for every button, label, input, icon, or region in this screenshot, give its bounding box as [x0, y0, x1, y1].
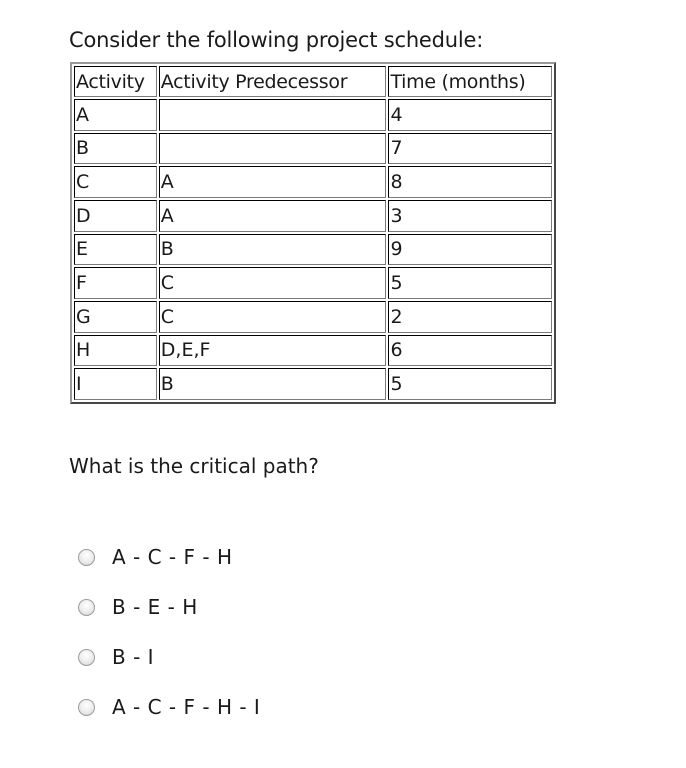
radio-button[interactable] — [78, 599, 95, 616]
predecessor-cell: B — [159, 368, 387, 400]
activity-cell: H — [74, 335, 157, 367]
radio-button[interactable] — [78, 699, 95, 716]
predecessor-cell — [159, 133, 387, 165]
answer-option-label[interactable]: B - E - H — [112, 595, 198, 619]
table-header-row — [74, 66, 552, 97]
time-cell: 8 — [388, 166, 552, 198]
answer-option-label[interactable]: A - C - F - H - I — [112, 695, 261, 719]
answer-option[interactable] — [78, 582, 260, 632]
table-row — [74, 133, 552, 165]
header-activity: Activity — [74, 66, 157, 97]
table-row — [74, 267, 552, 299]
table-row — [74, 166, 552, 198]
answer-option[interactable] — [78, 682, 260, 732]
answer-option-label[interactable]: A - C - F - H — [112, 545, 233, 569]
predecessor-cell: B — [159, 234, 387, 266]
radio-button[interactable] — [78, 549, 95, 566]
answer-option[interactable] — [78, 632, 260, 682]
activity-cell: F — [74, 267, 157, 299]
predecessor-cell: C — [159, 267, 387, 299]
activity-cell: B — [74, 133, 157, 165]
activity-cell: E — [74, 234, 157, 266]
question-text: What is the critical path? — [69, 454, 319, 478]
table-row — [74, 368, 552, 400]
answer-option-label[interactable]: B - I — [112, 645, 155, 669]
table-row — [74, 234, 552, 266]
activity-cell: G — [74, 301, 157, 333]
activity-cell: A — [74, 99, 157, 131]
table-row — [74, 99, 552, 131]
header-activity-predecessor: Activity Predecessor — [159, 66, 387, 97]
predecessor-cell: A — [159, 200, 387, 232]
time-cell: 9 — [388, 234, 552, 266]
header-time-months: Time (months) — [388, 66, 552, 97]
predecessor-cell — [159, 99, 387, 131]
table-row — [74, 200, 552, 232]
time-cell: 3 — [388, 200, 552, 232]
intro-text: Consider the following project schedule: — [69, 28, 484, 52]
time-cell: 5 — [388, 368, 552, 400]
predecessor-cell: C — [159, 301, 387, 333]
project-schedule-table — [70, 62, 556, 404]
answer-options — [78, 532, 260, 732]
time-cell: 2 — [388, 301, 552, 333]
activity-cell: C — [74, 166, 157, 198]
predecessor-cell: A — [159, 166, 387, 198]
answer-option[interactable] — [78, 532, 260, 582]
table-row — [74, 301, 552, 333]
time-cell: 5 — [388, 267, 552, 299]
table-row — [74, 335, 552, 367]
time-cell: 6 — [388, 335, 552, 367]
predecessor-cell: D,E,F — [159, 335, 387, 367]
time-cell: 7 — [388, 133, 552, 165]
radio-button[interactable] — [78, 649, 95, 666]
activity-cell: I — [74, 368, 157, 400]
activity-cell: D — [74, 200, 157, 232]
time-cell: 4 — [388, 99, 552, 131]
